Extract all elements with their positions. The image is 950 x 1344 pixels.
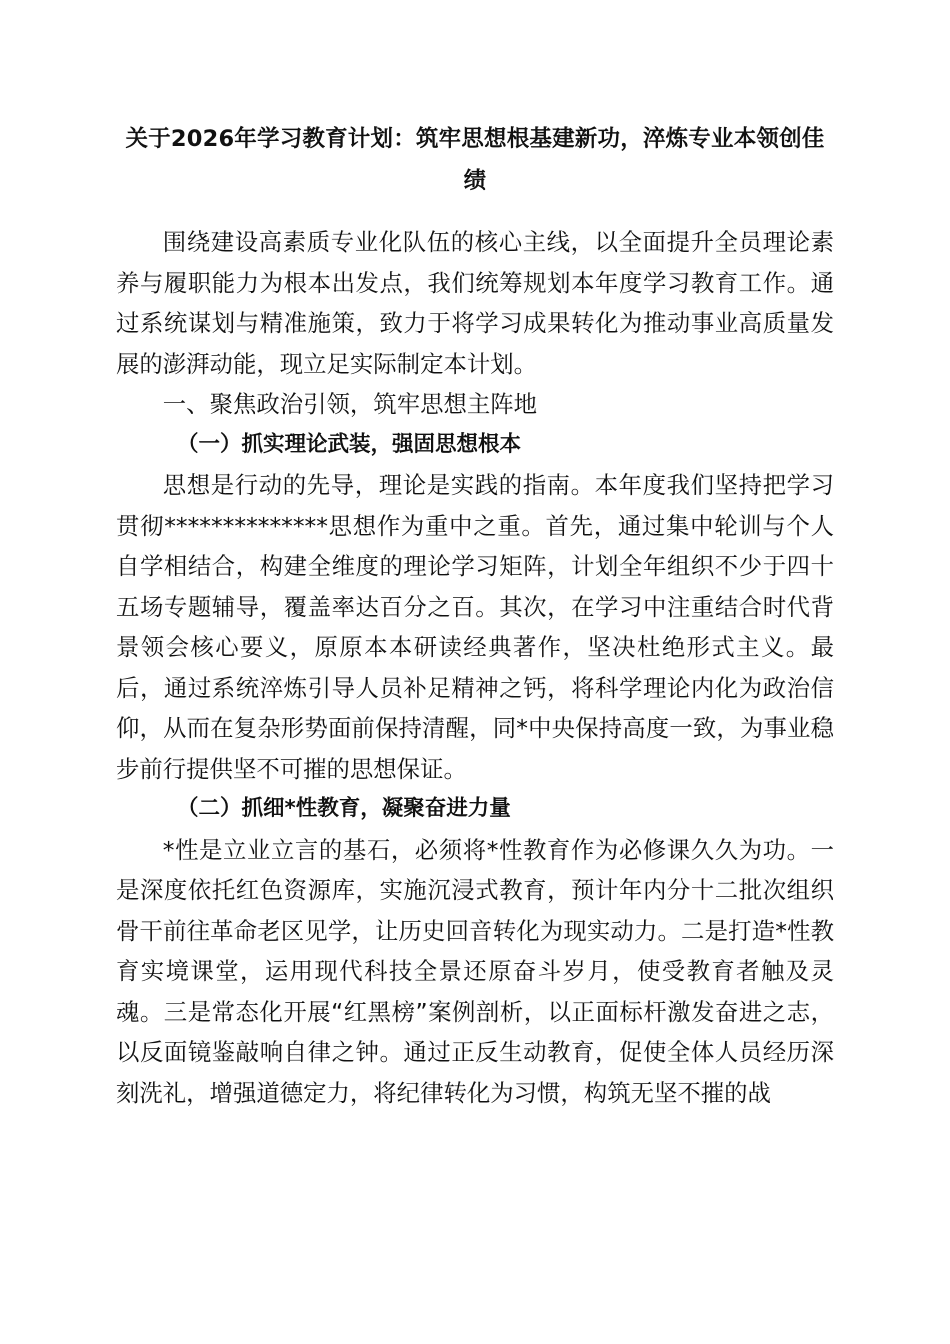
subsection-paragraph-2: *性是立业立言的基石，必须将*性教育作为必修课久久为功。一是深度依托红色资源库，实施沉浸式教育，预计年内分十二批次组织骨干前往革命老区见学，让历史回音转化为现实动力。二是打造*性教育实境课堂，运用现代科技全景还原奋斗岁月，使受教育者触及灵魂。三是常态化开展“红黑榜”案例剖析，以正面标杆激发奋进之志，以反面镜鉴敲响自律之钟。通过正反生动教育，促使全体人员经历深刻洗礼，增强道德定力，将纪律转化为习惯，构筑无坚不摧的战 (116, 835, 834, 1107)
subsection-heading-1: （一）抓实理论武装，强固思想根本 (177, 431, 522, 457)
subsection-heading-2: （二）抓细*性教育，凝聚奋进力量 (177, 796, 511, 821)
document-body (116, 118, 834, 1113)
section-heading-1: 一、聚焦政治引领，筑牢思想主阵地 (162, 390, 538, 418)
intro-paragraph: 围绕建设高素质专业化队伍的核心主线，以全面提升全员理论素养与履职能力为根本出发点，我们统筹规划本年度学习教育工作。通过系统谋划与精准施策，致力于将学习成果转化为推动事业高质量发展的澎湃动能，现立足实际制定本计划。 (116, 228, 834, 378)
subsection-paragraph-1: 思想是行动的先导，理论是实践的指南。本年度我们坚持把学习贯彻**************思想作为重中之重。首先，通过集中轮训与个人自学相结合，构建全维度的理论学习矩阵，计划全年组织不少于四十五场专题辅导，覆盖率达百分之百。其次，在学习中注重结合时代背景领会核心要义，原原本本研读经典著作，坚决杜绝形式主义。最后，通过系统淬炼引导人员补足精神之钙，将科学理论内化为政治信仰，从而在复杂形势面前保持清醒，同*中央保持高度一致，为事业稳步前行提供坚不可摧的思想保证。 (116, 471, 834, 783)
document-title: 关于2026年学习教育计划：筑牢思想根基建新功，淬炼专业本领创佳绩 (125, 126, 825, 194)
